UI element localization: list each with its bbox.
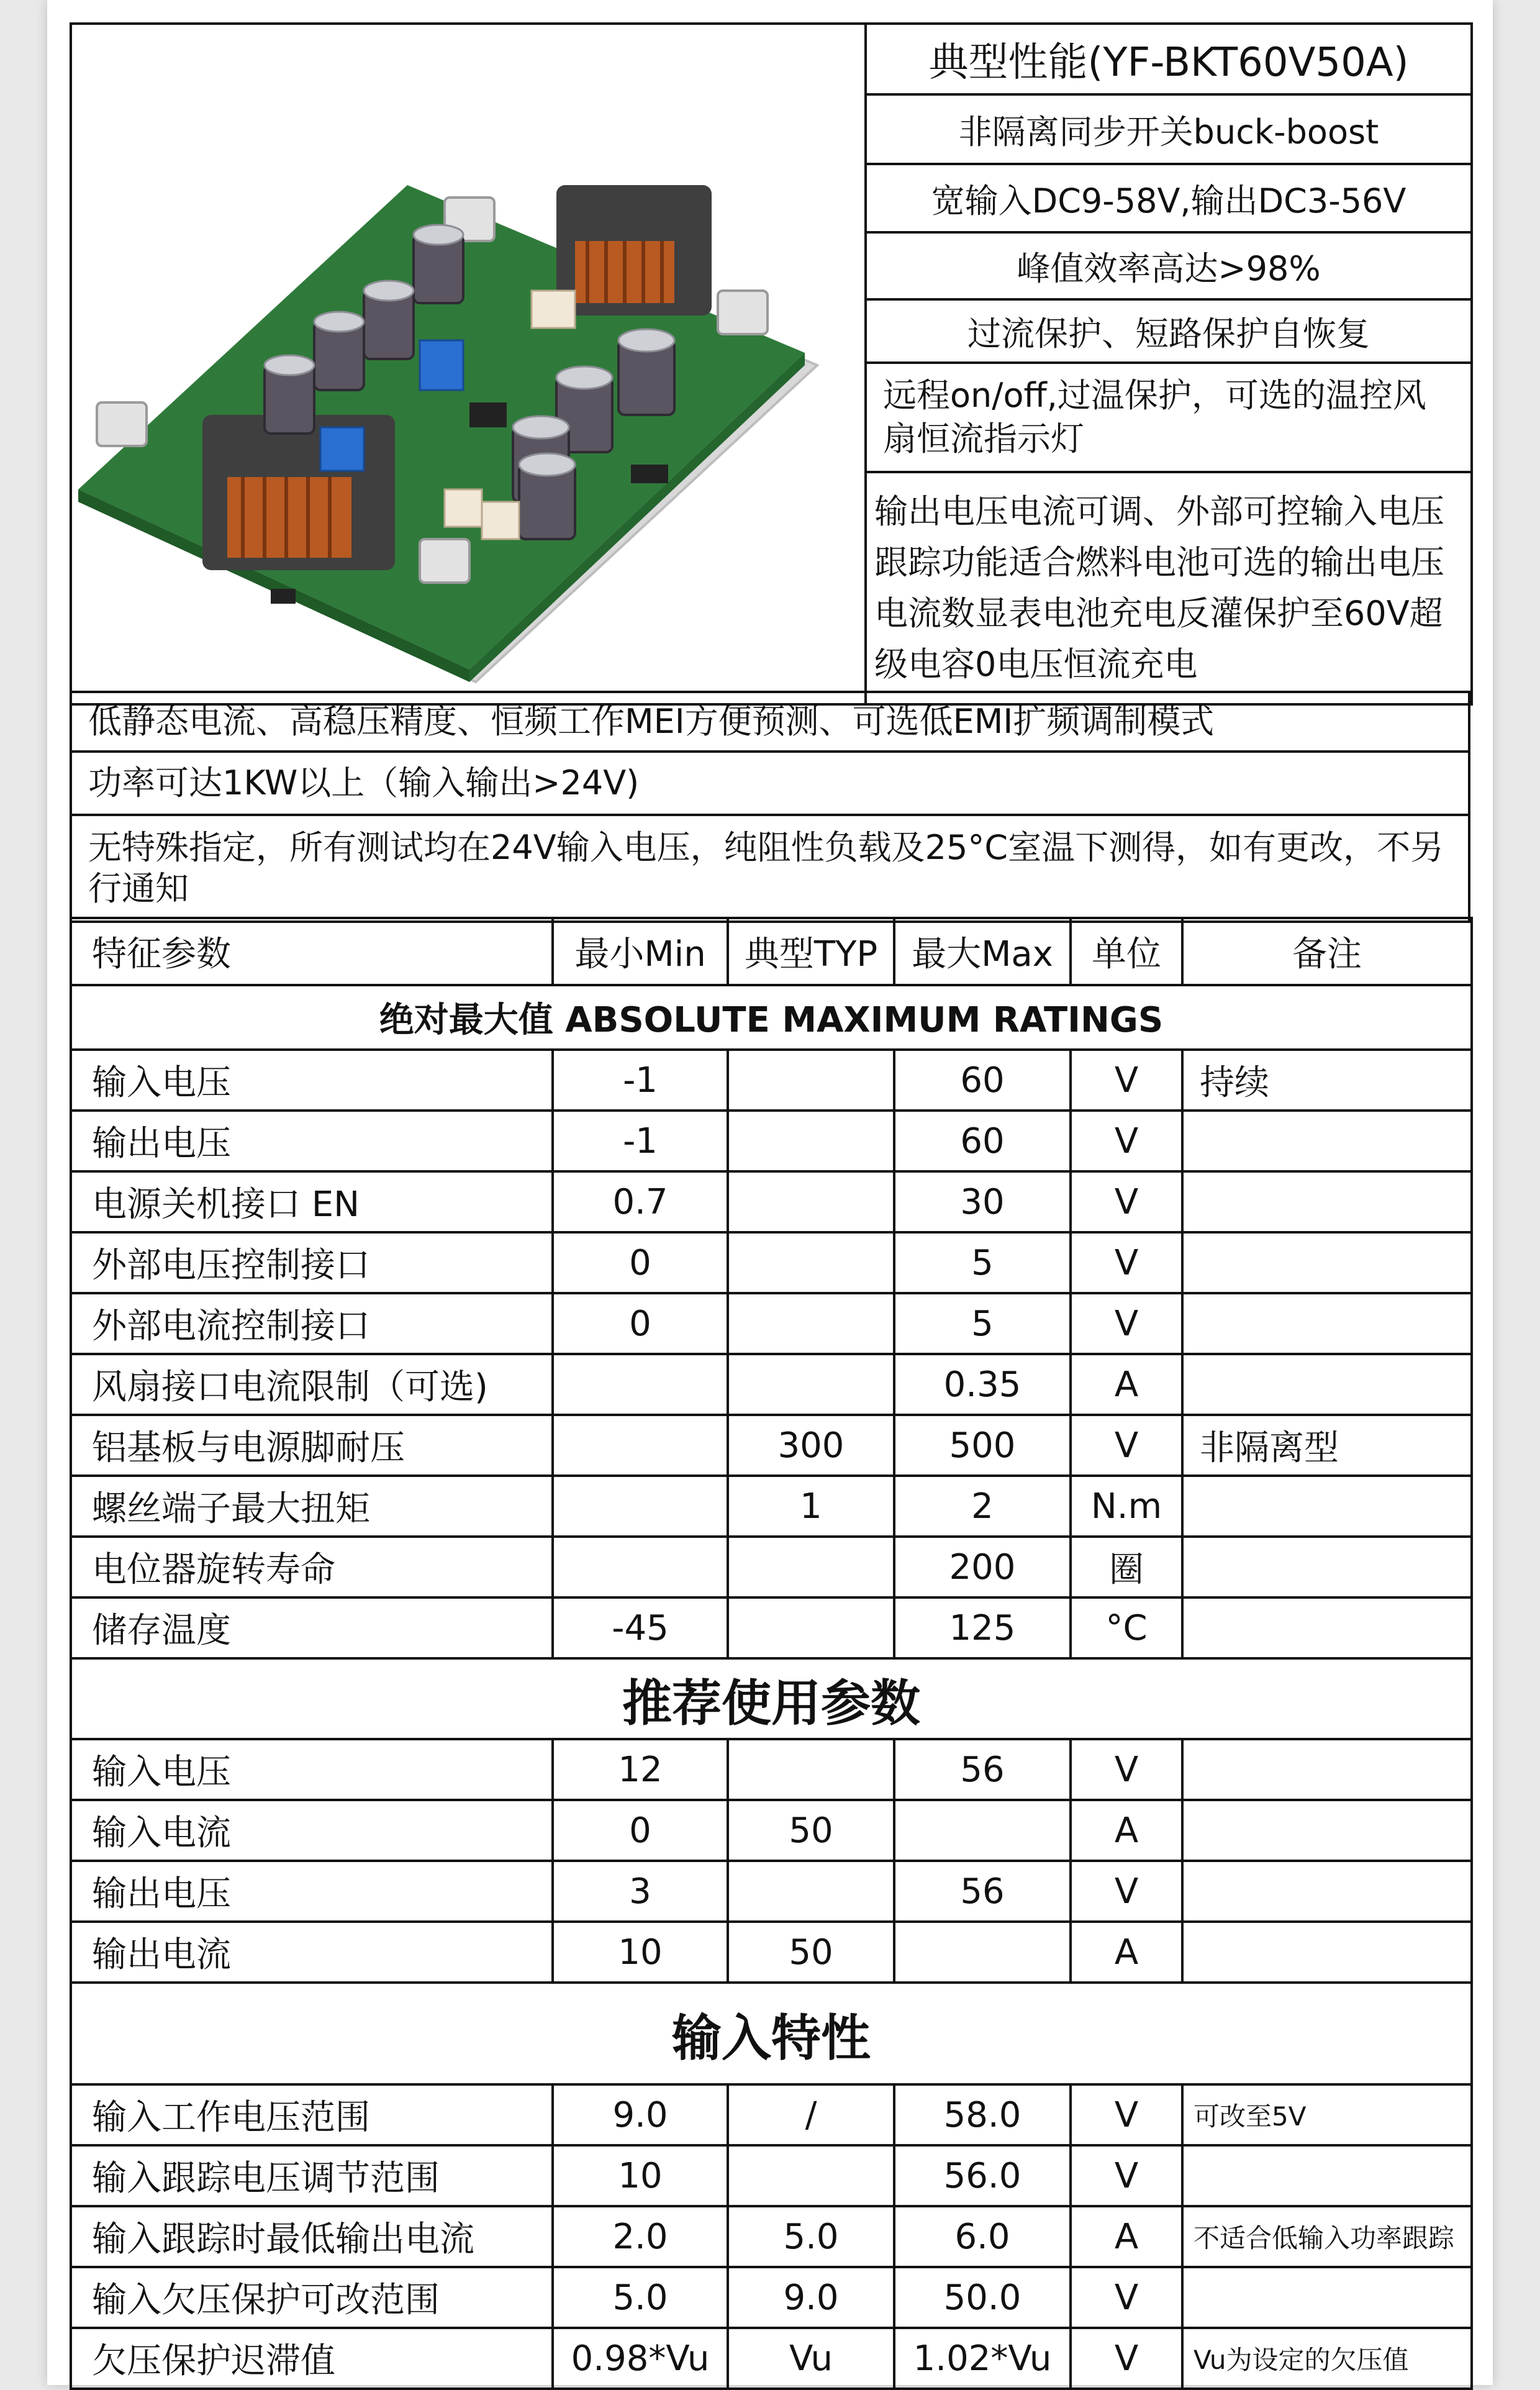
param-min: 10 xyxy=(553,2145,728,2206)
feature-protection: 过流保护、短路保护自恢复 xyxy=(866,299,1472,363)
param-max: 125 xyxy=(894,1597,1071,1658)
param-min: 0 xyxy=(553,1232,728,1293)
param-unit: A xyxy=(1071,1354,1182,1415)
table-row xyxy=(71,1476,1472,1537)
param-max: 30 xyxy=(894,1171,1071,1232)
header-notes: 备注 xyxy=(1182,918,1472,985)
section-title: 输入特性 xyxy=(71,1983,1472,2084)
param-min: 0 xyxy=(553,1800,728,1861)
param-typ xyxy=(728,1293,894,1354)
section-title: 绝对最大值 ABSOLUTE MAXIMUM RATINGS xyxy=(71,985,1472,1050)
param-unit: A xyxy=(1071,1800,1182,1861)
param-name: 螺丝端子最大扭矩 xyxy=(71,1476,553,1537)
param-min: 12 xyxy=(553,1739,728,1800)
param-min: 9.0 xyxy=(553,2084,728,2145)
table-row xyxy=(71,1922,1472,1983)
param-typ: / xyxy=(728,2084,894,2145)
param-unit: V xyxy=(1071,1861,1182,1922)
param-note xyxy=(1182,1293,1472,1354)
param-typ xyxy=(728,1537,894,1597)
param-note xyxy=(1182,1476,1472,1537)
param-min xyxy=(553,1415,728,1476)
section-recommended xyxy=(71,1658,1472,1739)
param-max xyxy=(894,1922,1071,1983)
table-row xyxy=(71,1293,1472,1354)
info-row-low-quiescent: 低静态电流、高稳压精度、恒频工作MEI方便预测、可选低EMI扩频调制模式 xyxy=(71,692,1469,752)
param-unit: A xyxy=(1071,2206,1182,2267)
param-typ xyxy=(728,1050,894,1111)
param-unit: V xyxy=(1071,1415,1182,1476)
table-row xyxy=(71,1597,1472,1658)
param-name: 欠压保护迟滞值 xyxy=(71,2328,553,2389)
param-unit: °C xyxy=(1071,1597,1182,1658)
param-note xyxy=(1182,2145,1472,2206)
param-typ xyxy=(728,1171,894,1232)
param-note xyxy=(1182,1111,1472,1171)
param-max: 50.0 xyxy=(894,2267,1071,2328)
table-row xyxy=(71,2145,1472,2206)
param-max: 56 xyxy=(894,1739,1071,1800)
info-table xyxy=(70,691,1470,923)
param-min: 0.98*Vu xyxy=(553,2328,728,2389)
param-name: 输入电压 xyxy=(71,1739,553,1800)
param-max: 60 xyxy=(894,1050,1071,1111)
param-name: 输入欠压保护可改范围 xyxy=(71,2267,553,2328)
param-note: 可改至5V xyxy=(1182,2084,1472,2145)
param-note xyxy=(1182,1739,1472,1800)
param-min: 3 xyxy=(553,1861,728,1922)
param-min xyxy=(553,1354,728,1415)
param-typ: 9.0 xyxy=(728,2267,894,2328)
param-unit: V xyxy=(1071,1171,1182,1232)
table-row xyxy=(71,1354,1472,1415)
param-typ xyxy=(728,1597,894,1658)
param-name: 输出电压 xyxy=(71,1861,553,1922)
param-max: 200 xyxy=(894,1537,1071,1597)
param-max: 58.0 xyxy=(894,2084,1071,2145)
param-unit: V xyxy=(1071,1050,1182,1111)
param-note: Vu为设定的欠压值 xyxy=(1182,2328,1472,2389)
param-unit: N.m xyxy=(1071,1476,1182,1537)
param-max: 6.0 xyxy=(894,2206,1071,2267)
product-header-table xyxy=(70,22,1473,706)
param-typ xyxy=(728,2145,894,2206)
param-unit: V xyxy=(1071,2267,1182,2328)
param-max: 5 xyxy=(894,1232,1071,1293)
param-max: 5 xyxy=(894,1293,1071,1354)
table-row xyxy=(71,2267,1472,2328)
param-min: 0 xyxy=(553,1293,728,1354)
product-image-cell xyxy=(71,24,866,704)
table-header-row xyxy=(71,918,1472,985)
param-unit: V xyxy=(1071,2145,1182,2206)
param-min xyxy=(553,1537,728,1597)
param-unit: V xyxy=(1071,1232,1182,1293)
section-absolute-maximum xyxy=(71,985,1472,1050)
param-name: 电源关机接口 EN xyxy=(71,1171,553,1232)
param-note xyxy=(1182,2267,1472,2328)
param-note xyxy=(1182,1861,1472,1922)
param-min: 10 xyxy=(553,1922,728,1983)
header-parameter: 特征参数 xyxy=(71,918,553,985)
param-name: 输入电压 xyxy=(71,1050,553,1111)
param-min: -1 xyxy=(553,1050,728,1111)
table-row xyxy=(71,1232,1472,1293)
header-unit: 单位 xyxy=(1071,918,1182,985)
feature-topology: 非隔离同步开关buck-boost xyxy=(866,94,1472,164)
param-unit: V xyxy=(1071,2084,1182,2145)
section-title: 推荐使用参数 xyxy=(71,1658,1472,1739)
param-unit: V xyxy=(1071,1111,1182,1171)
param-name: 输入跟踪电压调节范围 xyxy=(71,2145,553,2206)
table-row xyxy=(71,1739,1472,1800)
info-row-test-conditions: 无特殊指定，所有测试均在24V输入电压，纯阻性负载及25°C室温下测得，如有更改，不另行通知 xyxy=(71,815,1469,922)
table-row xyxy=(71,1050,1472,1111)
param-name: 输入跟踪时最低输出电流 xyxy=(71,2206,553,2267)
param-name: 输入电流 xyxy=(71,1800,553,1861)
param-note xyxy=(1182,1354,1472,1415)
param-typ xyxy=(728,1354,894,1415)
param-note xyxy=(1182,1800,1472,1861)
table-row xyxy=(71,1171,1472,1232)
product-photo-buck-boost-board xyxy=(72,30,866,698)
header-min: 最小Min xyxy=(553,918,728,985)
param-name: 输入工作电压范围 xyxy=(71,2084,553,2145)
header-typ: 典型TYP xyxy=(728,918,894,985)
param-min: -1 xyxy=(553,1111,728,1171)
param-unit: A xyxy=(1071,1922,1182,1983)
feature-efficiency: 峰值效率高达>98% xyxy=(866,232,1472,299)
table-row xyxy=(71,1537,1472,1597)
param-note xyxy=(1182,1537,1472,1597)
param-note: 非隔离型 xyxy=(1182,1415,1472,1476)
param-typ xyxy=(728,1861,894,1922)
param-name: 风扇接口电流限制（可选) xyxy=(71,1354,553,1415)
param-typ xyxy=(728,1739,894,1800)
param-typ: Vu xyxy=(728,2328,894,2389)
param-name: 外部电流控制接口 xyxy=(71,1293,553,1354)
table-row xyxy=(71,2328,1472,2389)
table-row xyxy=(71,1861,1472,1922)
param-max: 500 xyxy=(894,1415,1071,1476)
table-row xyxy=(71,2206,1472,2267)
param-note xyxy=(1182,1171,1472,1232)
param-note xyxy=(1182,1597,1472,1658)
param-name: 储存温度 xyxy=(71,1597,553,1658)
param-max: 60 xyxy=(894,1111,1071,1171)
section-input-characteristics xyxy=(71,1983,1472,2084)
param-typ: 50 xyxy=(728,1800,894,1861)
param-name: 外部电压控制接口 xyxy=(71,1232,553,1293)
param-typ: 1 xyxy=(728,1476,894,1537)
feature-adjustable-output: 输出电压电流可调、外部可控输入电压跟踪功能适合燃料电池可选的输出电压电流数显表电池充电反灌保护至60V超级电容0电压恒流充电 xyxy=(866,472,1472,704)
table-row xyxy=(71,2084,1472,2145)
param-name: 电位器旋转寿命 xyxy=(71,1537,553,1597)
feature-voltage-range: 宽输入DC9-58V,输出DC3-56V xyxy=(866,164,1472,232)
param-note xyxy=(1182,1232,1472,1293)
param-min xyxy=(553,1476,728,1537)
table-row xyxy=(71,1111,1472,1171)
param-max: 1.02*Vu xyxy=(894,2328,1071,2389)
param-max: 56 xyxy=(894,1861,1071,1922)
param-typ: 50 xyxy=(728,1922,894,1983)
parameters-table xyxy=(70,917,1473,2390)
param-unit: V xyxy=(1071,2328,1182,2389)
param-note xyxy=(1182,1922,1472,1983)
param-max: 0.35 xyxy=(894,1354,1071,1415)
header-max: 最大Max xyxy=(894,918,1071,985)
param-min: 5.0 xyxy=(553,2267,728,2328)
param-typ: 5.0 xyxy=(728,2206,894,2267)
param-unit: V xyxy=(1071,1293,1182,1354)
table-row xyxy=(71,1415,1472,1476)
param-note: 不适合低输入功率跟踪 xyxy=(1182,2206,1472,2267)
param-name: 输出电流 xyxy=(71,1922,553,1983)
info-row-power: 功率可达1KW以上（输入输出>24V) xyxy=(71,752,1469,815)
param-min: 2.0 xyxy=(553,2206,728,2267)
param-name: 铝基板与电源脚耐压 xyxy=(71,1415,553,1476)
param-unit: V xyxy=(1071,1739,1182,1800)
param-min: -45 xyxy=(553,1597,728,1658)
param-max: 2 xyxy=(894,1476,1071,1537)
param-name: 输出电压 xyxy=(71,1111,553,1171)
spec-sheet-page xyxy=(47,0,1493,2385)
table-row xyxy=(71,1800,1472,1861)
param-typ: 300 xyxy=(728,1415,894,1476)
param-note: 持续 xyxy=(1182,1050,1472,1111)
feature-remote-control: 远程on/off,过温保护，可选的温控风扇恒流指示灯 xyxy=(866,363,1472,472)
param-typ xyxy=(728,1232,894,1293)
param-min: 0.7 xyxy=(553,1171,728,1232)
param-max: 56.0 xyxy=(894,2145,1071,2206)
param-typ xyxy=(728,1111,894,1171)
product-title: 典型性能(YF-BKT60V50A) xyxy=(866,24,1472,94)
param-unit: 圈 xyxy=(1071,1537,1182,1597)
param-max xyxy=(894,1800,1071,1861)
